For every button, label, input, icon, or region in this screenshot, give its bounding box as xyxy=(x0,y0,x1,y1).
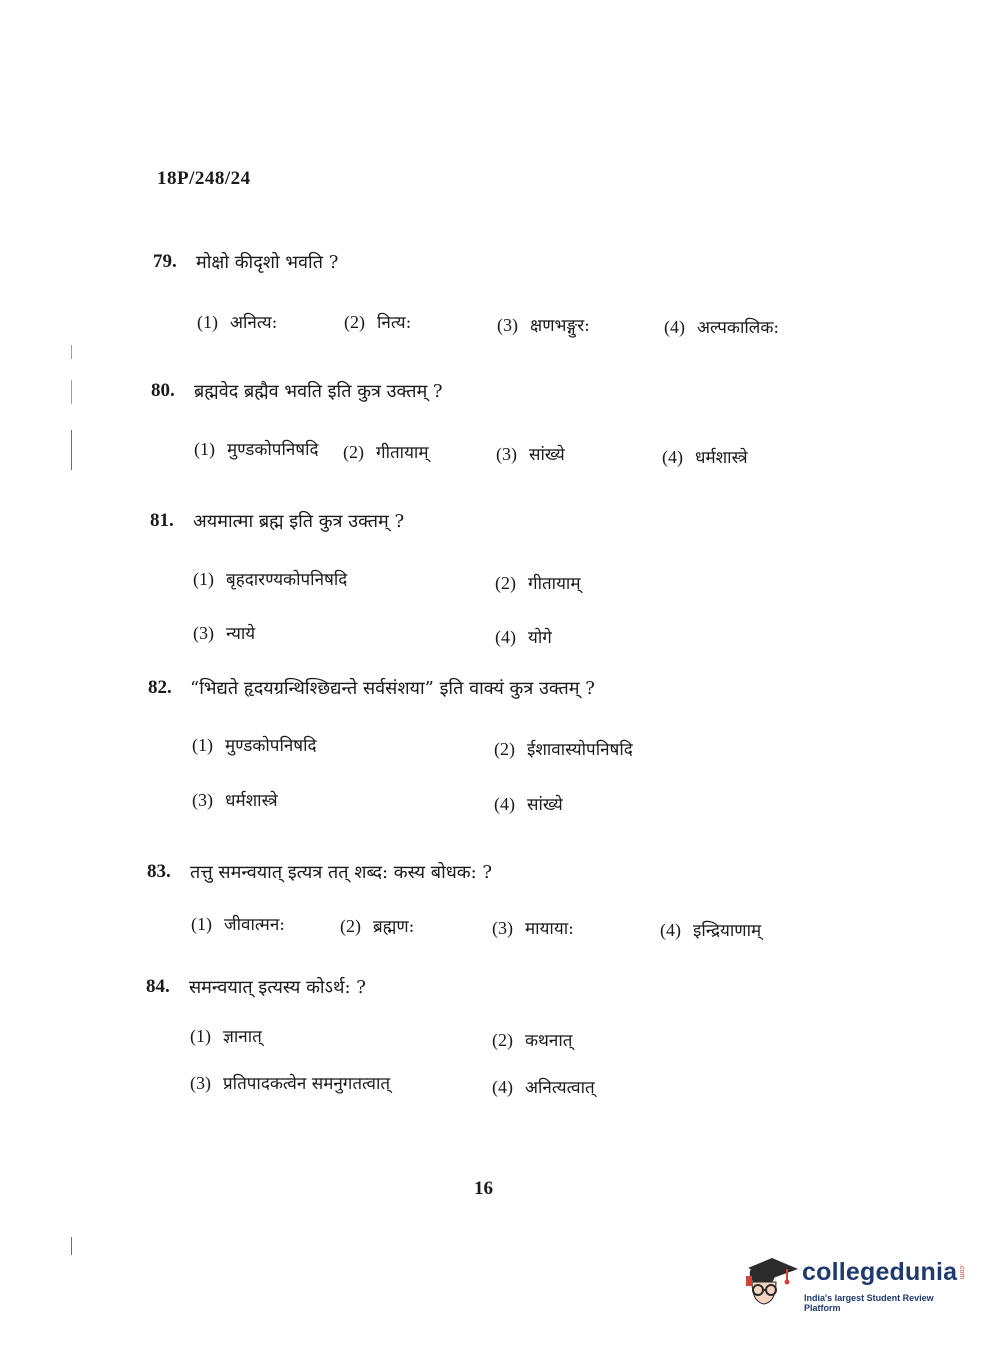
option-text: मुण्डकोपनिषदि xyxy=(225,736,317,756)
option-text: योगे xyxy=(528,628,552,648)
collegedunia-watermark xyxy=(742,1250,972,1313)
option-number: (4) xyxy=(662,447,683,467)
option-number: (2) xyxy=(343,442,364,462)
option-text: ज्ञानात् xyxy=(223,1027,262,1047)
option-text: अनित्यत्वात् xyxy=(525,1078,595,1098)
option-number: (4) xyxy=(492,1077,513,1097)
option-number: (2) xyxy=(494,739,515,759)
option xyxy=(190,1071,390,1094)
option-number: (4) xyxy=(495,627,516,647)
option-number: (3) xyxy=(492,918,513,938)
option-number: (1) xyxy=(197,312,218,332)
option-number: (2) xyxy=(492,1030,513,1050)
question-text: समन्वयात् इत्यस्य कोऽर्थ: ? xyxy=(189,977,366,998)
option xyxy=(192,733,317,756)
option xyxy=(197,310,277,333)
option-number: (1) xyxy=(194,439,215,459)
question-text: ब्रह्मवेद ब्रह्मैव भवति इति कुत्र उक्तम् ? xyxy=(194,381,443,402)
question-number: 82. xyxy=(148,677,172,698)
brand-domain-suffix: .com xyxy=(958,1264,965,1280)
option xyxy=(343,440,429,463)
question-number: 81. xyxy=(150,510,174,531)
option-number: (1) xyxy=(190,1026,211,1046)
question-number: 84. xyxy=(146,976,170,997)
question-number: 79. xyxy=(153,251,177,272)
option xyxy=(492,1028,572,1051)
option-number: (2) xyxy=(495,573,516,593)
question-text: अयमात्मा ब्रह्म इति कुत्र उक्तम् ? xyxy=(193,511,405,532)
option xyxy=(495,625,552,648)
option xyxy=(492,916,574,939)
question-number: 83. xyxy=(147,861,171,882)
option xyxy=(340,914,414,937)
option xyxy=(660,918,761,941)
option-text: प्रतिपादकत्वेन समनुगतत्वात् xyxy=(223,1074,391,1094)
option-number: (3) xyxy=(497,315,518,335)
option-text: अनित्य: xyxy=(230,313,278,333)
option xyxy=(193,567,347,590)
option-number: (3) xyxy=(193,623,214,643)
brand-tagline: India's largest Student Review Platform xyxy=(804,1293,934,1313)
option-text: धर्मशास्त्रे xyxy=(695,448,748,468)
option xyxy=(496,442,565,465)
option xyxy=(193,621,255,644)
option-number: (2) xyxy=(340,916,361,936)
option-text: कथनात् xyxy=(525,1031,573,1051)
option xyxy=(492,1075,595,1098)
option-text: इन्द्रियाणाम् xyxy=(693,921,762,941)
margin-mark xyxy=(71,430,72,470)
option xyxy=(194,437,319,460)
option xyxy=(190,1024,262,1047)
option xyxy=(497,313,590,336)
option-text: ब्रह्मण: xyxy=(373,917,415,937)
option xyxy=(495,571,581,594)
paper-code: 18P/248/24 xyxy=(157,168,251,189)
option-text: सांख्ये xyxy=(529,445,565,465)
page-number: 16 xyxy=(474,1178,493,1199)
option xyxy=(344,310,411,333)
margin-mark xyxy=(71,1237,72,1255)
option-text: गीतायाम् xyxy=(528,574,581,594)
question-number: 80. xyxy=(151,380,175,401)
option xyxy=(664,315,779,338)
option-number: (4) xyxy=(494,794,515,814)
option-number: (4) xyxy=(660,920,681,940)
question-text: मोक्षो कीदृशो भवति ? xyxy=(196,252,339,273)
option xyxy=(192,788,278,811)
option-number: (1) xyxy=(193,569,214,589)
option-number: (2) xyxy=(344,312,365,332)
option xyxy=(494,737,633,760)
option-text: मायाया: xyxy=(525,919,574,939)
option-number: (1) xyxy=(192,735,213,755)
option-text: सांख्ये xyxy=(527,795,563,815)
option-text: बृहदारण्यकोपनिषदि xyxy=(226,570,348,590)
option-text: धर्मशास्त्रे xyxy=(225,791,278,811)
option xyxy=(494,792,563,815)
option-text: ईशावास्योपनिषदि xyxy=(527,740,633,760)
option-text: जीवात्मन: xyxy=(224,915,285,935)
option-number: (3) xyxy=(192,790,213,810)
option xyxy=(662,445,748,468)
option-text: क्षणभङ्गुर: xyxy=(530,316,590,336)
question-text: “भिद्यते हृदयग्रन्थिश्छिद्यन्ते सर्वसंशया” इति वाक्यं कुत्र उक्तम् ? xyxy=(190,678,595,699)
option-text: गीतायाम् xyxy=(376,443,429,463)
option-number: (3) xyxy=(496,444,517,464)
margin-mark xyxy=(71,380,72,404)
student-mascot-icon xyxy=(742,1252,800,1310)
option-text: नित्य: xyxy=(377,313,412,333)
option-text: मुण्डकोपनिषदि xyxy=(227,440,319,460)
option-number: (3) xyxy=(190,1073,211,1093)
margin-mark xyxy=(71,345,72,359)
brand-name: collegedunia xyxy=(802,1258,958,1286)
option xyxy=(191,912,285,935)
question-text: तत्तु समन्वयात् इत्यत्र तत् शब्द: कस्य बोधक: ? xyxy=(190,862,493,883)
option-text: अल्पकालिक: xyxy=(697,318,780,338)
option-text: न्याये xyxy=(226,624,256,644)
option-number: (4) xyxy=(664,317,685,337)
option-number: (1) xyxy=(191,914,212,934)
